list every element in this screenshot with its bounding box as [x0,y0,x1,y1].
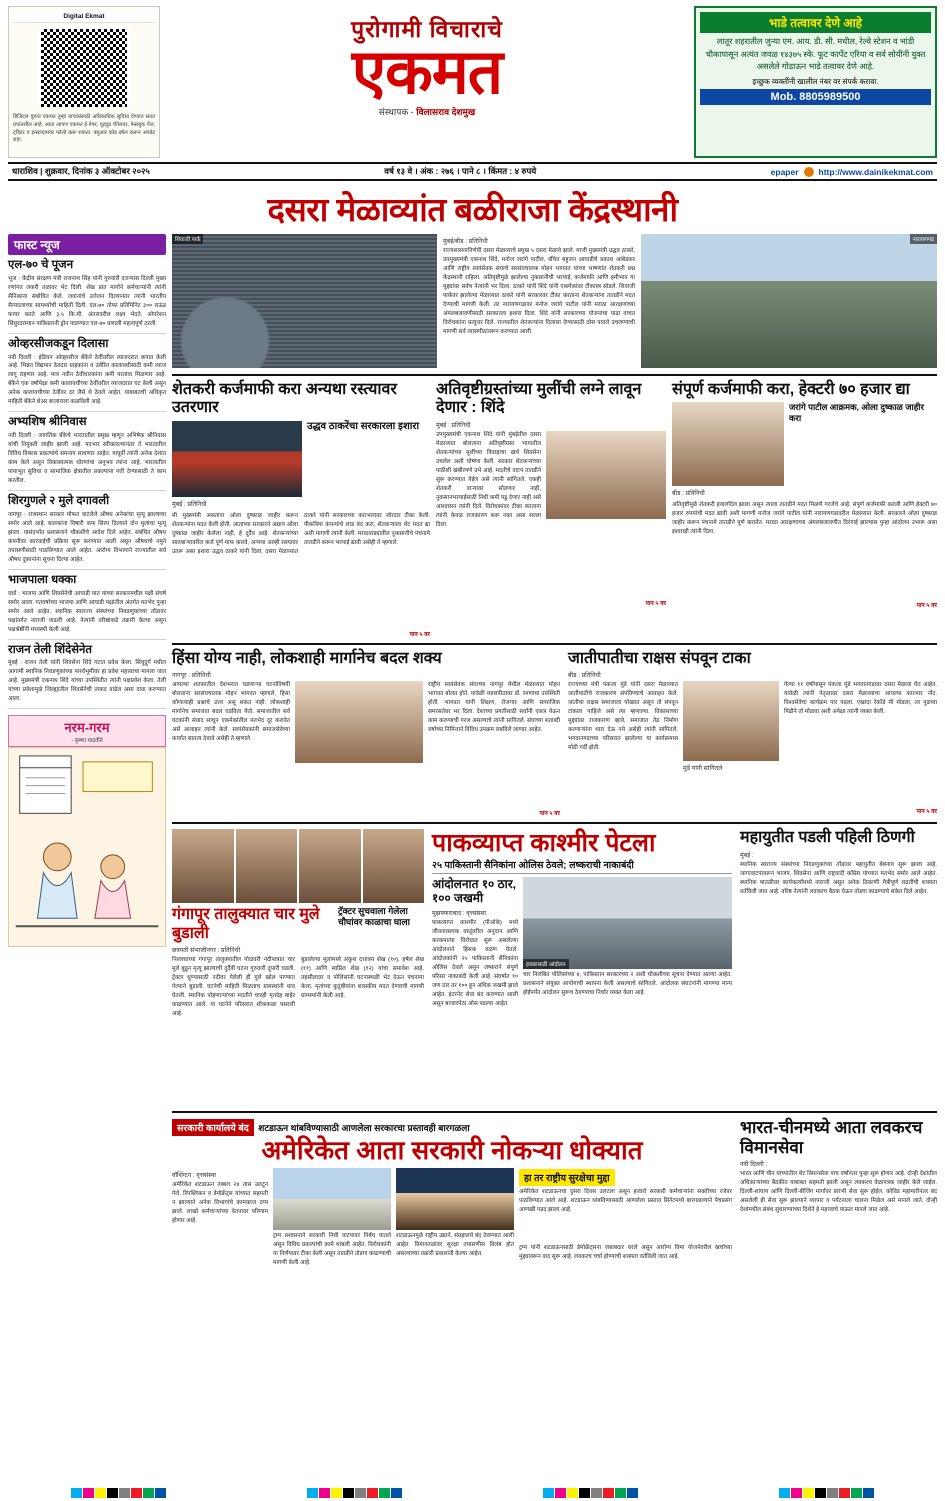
edition-date: धाराशिव | शुक्रवार, दिनांक ३ ऑक्टोबर २०२५ [12,166,150,176]
fastnews-text: नागपूर : राजस्थान सरकार मोफत वाटलेले औषध अनेकांचा मृत्यू झाल्याचा समोर आले आहे. बालकांना विषारी कफ सिरप दिल्याने दोन मुलांचा मृत्यू झाला. यासंदर्भात प्रशासनाने चौकशीचे आदेश दिले आहेत. संबंधित औषध कंपनीवर कारवाईची प्रक्रिया सुरू करण्यात आली असून औषधाचे नमुने तपासणीसाठी पाठविण्यात आले आहेत. आरोग्य विभागाने राज्यातील सर्व औषध दुकानांना सूचना दिल्या आहेत. [8,511,166,563]
story-kicker: उद्धव ठाकरेंचा सरकारला इशारा [307,420,420,432]
founder-label: संस्थापक - [378,106,414,117]
lead-paragraph: राज्यशासनानिर्णयी दसरा मेळाव्याचे प्रमुख ५ दसरा मेळावे झाले. माजी मुख्यमंत्री उद्धव ठाकरे, उपमुख्यमंत्री एकनाथ शिंदे, मनोज जरांगे पाटील, वंचित बहुजन आघाडीचे प्रकाश आंबेडकर आणि राष्ट्रीय स्वयंसेवक संघाचे सरसंघचालक मोहन भागवत यांच्या भाषणांत शेतकरी प्रश्न केंद्रस्थानी राहिला. अतिवृष्टीमुळे झालेल्या नुकसानीची भरपाई, कर्जमाफी आणि हमीभाव या मुद्द्यांवर सर्वच नेत्यांनी भर दिला. ठाकरे यांनी शिंदे यांनी एकमेकांवर टीकास्त्र सोडले. शिवाजी पार्कवर झालेल्या मेळाव्यात ठाकरे यांनी सरकारवर टीका करताना शेतकऱ्यांना तातडीने मदत देण्याची मागणी केली. तर नारायणगडावर मनोज जरांगे पाटील यांनी मराठा आरक्षणाच्या अंमलबजावणीसाठी सरकारला इशारा दिला. शिंदे यांनी सरकारच्या योजनांचा पाढा वाचत विरोधकांना प्रत्युत्तर दिले. राज्यातील शेतकऱ्यांना दिलासा देण्यासाठी ठोस पावले उचलण्याची मागणी सर्व व्यासपीठांवरून करण्यात आली. [443,248,635,335]
main-content [172,234,937,1338]
founder-line [166,105,688,118]
story-text-col-2: ट्रम्प प्रशासनाने सरकारी निधी वाटपावर निर्बंध घातले असून विविध प्रकल्पांची कामे थांबली आहेत. विरोधकांनी या निर्णयावर टीका केली असून तातडीने तोडगा काढण्याची मागणी केली आहे. [273,1232,391,1266]
story-kicker: जरांगे पाटील आक्रमक, ओला दुष्काळ जाहीर करा [789,402,924,424]
fastnews-text: नवी दिल्ली : इंडियन ओव्हरसीज बँकेने ठेवींवरील व्याजदरात कपात केली आहे. भिन्नत विद्यमान ठेवदार ग्राहकांना व उर्वरित कालावधीसाठी कमी व्याज लागू राहणार आहे. मात्र नवीन ठेवीधारकांना कमी परतावा मिळणार आहे. बँकेने एक वर्षापेक्षा कमी कालावधीच्या ठेवींवरील व्याजदरात घट केली असून अनेक कालावधीच्या ठेवींवर दर जैसे थे ठेवले आहेत. याबाबतची अधिकृत माहिती बँकेने शेअर बाजाराला कळविली आहे. [8,354,166,406]
story-text: राज्याच्या मंत्री पंकजा मुंडे यांनी दसरा मेळाव्यात जातीपातीचे राजकारण संपविण्याचे आवाहन केले. जातीचा राक्षस समाजाला पोखरत असून तो संपवून टाकला पाहिजे असे त्या म्हणाल्या. विकासाच्या मुद्द्यांवर राजकारण व्हावे, समाजात तेढ निर्माण करणाऱ्यांना थारा देऊ नये असेही त्यांनी सांगितले. भगवानगडाच्या परिसरात झालेल्या या कार्यक्रमास मोठी गर्दी होती. [568,682,678,752]
story-headline: जातीपातीचा राक्षस संपवून टाका [568,649,751,667]
lead-photo [172,234,437,368]
divider [172,822,937,824]
photo-byline: मुंडे यांनी सांगितले [683,765,723,773]
photo-caption: हक्कासाठी आंदोलन [523,959,569,969]
masthead [8,6,937,158]
byline: मुंबई : [740,851,754,859]
cartoon-image [8,747,166,947]
title-block [166,6,688,158]
tag-row [172,1118,732,1136]
story-kashmir [432,829,732,1106]
story-headline: भारत-चीनमध्ये आता लवकरच विमानसेवा [740,1117,923,1157]
body-layout [8,234,937,1338]
story-headline: हिंसा योग्य नाही, लोकशाही मार्गानेच बदल शक्य [172,649,442,667]
story-shinde [436,381,666,638]
page-title: एकमत [351,38,503,107]
story-headline: पाकव्याप्त काश्मीर पेटला [432,829,656,858]
byline: वॉशिंग्टन : वृत्तसंस्था [172,1171,217,1179]
story-photo [672,402,784,486]
story-text-2: बुडालेल्या मुलांमध्ये अंकुश दत्तात्रय शेख (१०), हर्षल शेख (११) आणि स्वप्निल शेख (१२) यांचा समावेश आहे. तहसीलदार व पोलिसांनी घटनास्थळी भेट देऊन पंचनामा केला. मृतांच्या कुटुंबीयांना शासकीय मदत देण्याची मागणी ग्रामस्थांनी केली आहे. [301,956,424,999]
story-photo [546,431,666,519]
story-india-china [740,1118,937,1338]
story-text: उपमुख्यमंत्री एकनाथ शिंदे यांनी मुंबईतील दसरा मेळाव्यात बोलताना अतिवृष्टीग्रस्त भागातील शेतकऱ्यांच्या मुलींच्या विवाहाचा खर्च शिवसेना उचलेल अशी घोषणा केली. सरकार शेतकऱ्यांच्या पाठीशी खंबीरपणे उभे आहे, मदतीचे वाटप तातडीने सुरू करण्यात येईल असे त्यांनी सांगितले. एकही शेतकरी वाऱ्यावर सोडणार नाही, नुकसानभरपाईसाठी निधी कमी पडू देणार नाही असे आश्वासन त्यांनी दिले. विरोधकांवर टीका करताना त्यांनी केवळ राजकारण करू नका असा सल्ला दिला. [436,431,541,528]
right-photo-wrap [641,234,937,369]
continuation-link[interactable]: पान ५ वर [539,811,560,818]
qr-note: डिजिटल युगात एकमत तुम्हा वाचकांसाठी अधिकाधिक सुविधा देण्यात सतत प्रयत्नशील आहे. आता आपण एकमत ई-पेपर, यूट्यूब चॅनेलवर, फेसबुक पेज, ट्विटर व इन्स्टाग्रामवर फॉलो करू शकता. क्यूआर कोड स्कॅन करून अपडेट राहा. [13,114,155,144]
globe-icon [804,167,814,177]
story-headline: शेतकरी कर्जमाफी करा अन्यथा रस्त्यावर उतरणार [172,381,397,417]
story-row-1 [172,381,937,638]
story-row-2 [172,650,937,817]
story-text: आपल्या शतकातील देशभरात घडणाऱ्या घटनांविषयी बोलताना सरसंघचालक मोहन भागवत म्हणाले, हिंसा कोणत्याही प्रश्नाचे उत्तर असू शकत नाही. लोकशाही मार्गानेच समाजात बदल घडविता येतो. समाजातील सर्व घटकांनी संवाद साधून एकमेकांतील मतभेद दूर करावेत असे आवाहन त्यांनी केले. स्वयंसेवकांनी समाजसेवेच्या कार्यात सातत्य ठेवावे असेही ते म्हणाले. [172,682,290,743]
victim-photo [363,829,425,903]
byline: मुंबई : प्रतिनिधी [172,500,207,508]
founder-name: विलासराव देशमुख [416,106,476,117]
story-text-2: राष्ट्रीय स्वयंसेवक संघाच्या नागपूर येथील मेळाव्यात मोहन भागवत बोलत होते. यावेळी व्यासपीठावर डॉ. रमणाचा उपस्थिती होती. भागवत यांनी शिक्षण, रोजगार आणि सामाजिक समरसतेवर भर दिला. देशाच्या प्रगतीसाठी सर्वांनी एकत्र येऊन काम करण्याची गरज असल्याचे त्यांनी सांगितले. संघाच्या शताब्दी वर्षाच्या निमित्ताने विविध उपक्रम राबविले जाणार आहेत. [428,682,560,734]
qr-label: Digital Ekmat [13,11,155,23]
continuation-link[interactable]: पान ५ वर [645,600,666,607]
divider [172,1111,937,1113]
victim-photo [299,829,361,903]
story-photo [683,681,779,761]
epaper-label[interactable]: epaper [770,166,799,177]
victim-photo [236,829,298,903]
cartoon-header [8,715,166,747]
swatch-group [779,1488,874,1498]
story-text-2: चार निलंबित पोलिसांच्या ४, पाकिस्तान सरकारच्या २ अशी चौकशीच्या सूचना देण्यात आल्या आहेत. प्रशासनाने संयुक्त आयोगाची स्थापना केली असल्याचे सांगितले. आंदोलक संघटनांनी मागण्या मान्य होईपर्यंत आंदोलन सुरूच ठेवण्याचा निर्धार व्यक्त केला आहे. [523,971,732,996]
story-headline: अतिवृष्टीग्रस्तांच्या मुलींची लग्ने लावून देणार : शिंदे [436,381,642,417]
byline: बीड : प्रतिनिधी [568,672,601,680]
story-text-col-1: अमेरिकेत शटडाऊन तब्बल २४ तास उलटून गेले. रिपब्लिकन व डेमोक्रॅट्स यांच्यात सहमती न झाल्याने अनेक विभागांचे कामकाज ठप्प झाले. लाखो कर्मचाऱ्यांच्या वेतनावर परिणाम होणार आहे. [172,1181,268,1224]
story-text: पाकव्याप्त काश्मीर (पीओके) मध्ये जीवनावश्यक वस्तूंवरील अनुदान आणि करकपात्या विरोधात सुरू असलेल्या आंदोलनाने हिंसक वळण घेतले. आंदोलकांनी २५ पाकिस्तानी सैनिकांना ओलिस ठेवले असून लष्कराने संपूर्ण परिसर नाकाबंदी केली आहे. संघर्षात १० जण ठार तर १०० हून अधिक जखमी झाले आहेत. इंटरनेट सेवा बंद करण्यात आली असून बाजारपेठा ओस पडल्या आहेत. [432,919,518,1007]
story-headline: महायुतीत पडली पहिली ठिणगी [740,829,915,847]
story-text: अतिवृष्टीमुळे शेतकरी हवालदिल झाला असून त्याला तातडीने मदत मिळणे गरजेचे आहे. संपूर्ण कर्जमाफी करावी आणि हेक्टरी ७० हजार रुपयांची मदत द्यावी अशी मागणी मनोज जरांगे पाटील यांनी नारायणगडावरील मेळाव्यात केली. सरकारने ओला दुष्काळ जाहीर करून पंचनामे तातडीने पूर्ण करावेत. मराठा आरक्षणाच्या अंमलबजावणीत दिरंगाई झाल्यास पुन्हा आंदोलन उभारू असा इशाराही त्यांनी दिला. [672,502,937,536]
highlight-badge: हा तर राष्ट्रीय सुरक्षेचा मुद्दा [519,1169,615,1186]
story-row-3 [172,829,937,1106]
story-text: निल्लधाच्या गंगापूर तालुक्यातील गोदावरी नदीपात्रात चार मुले बुडून मृत्यू झाल्याची दुर्दैवी घटना गुरुवारी दुपारी घडली. ट्रॅक्टर धुण्यासाठी नदीवर गेलेली ही मुले खोल पाण्यात गेल्याने बुडाली. घटनेची माहिती मिळताच ग्रामस्थांनी धाव घेतली. स्थानिक पोहणाऱ्यांच्या मदतीने चारही मृतदेह बाहेर काढण्यात आले. या घटनेने परिसरात शोककळा पसरली आहे. [172,956,295,1017]
fastnews-text: नवी दिल्ली : जागतिक बँकेचे भारतातील प्रमुख म्हणून अभिषेक श्रीनिवास यांची नियुक्ती जाहीर झाली आहे. पदभार स्वीकारल्यानंतर ते भारतातील विविध विकास प्रकल्पांचे समन्वय साधणार आहेत. यापूर्वी त्यांनी अनेक देशांत काम केले असून विकासात्मक धोरणांचा अनुभव त्यांना आहे. भारतातील पायाभूत सुविधा व सामाजिक क्षेत्रातील प्रकल्पांना गती देण्यासाठी ते काम करतील. [8,433,166,485]
fastnews-title: अभ्यशिष श्रीनिवास [8,416,87,429]
list-item[interactable] [8,412,166,491]
right-photo [641,234,937,368]
continuation-link[interactable]: पान ५ वर [409,631,430,638]
byline: छत्रपती संभाजीनगर : प्रतिनिधी [172,946,241,954]
fastnews-header: फास्ट न्यूज [8,234,166,255]
list-item[interactable] [8,255,166,334]
fastnews-title: ओव्हरसीजकडून दिलासा [8,337,109,350]
byline: नागपूर : प्रतिनिधी [172,672,211,680]
swatch-group [543,1488,638,1498]
epaper-link-group[interactable] [771,167,933,177]
print-registration-colorbar [0,1485,945,1501]
main-headline: दसरा मेळाव्यांत बळीराजा केंद्रस्थानी [267,191,678,228]
story-text: भारत आणि चीन यांच्यातील थेट विमानसेवा पाच वर्षांनंतर पुन्हा सुरू होणार आहे. दोन्ही देशांतील अधिकाऱ्यांच्या बैठकीत याबाबत सहमती झाली असून लवकरच वेळापत्रक जाहीर केले जाईल. दिल्ली-शांघाय आणि दिल्ली-बीजिंग मार्गांवर प्रारंभी सेवा सुरू होईल. कोविड महामारीनंतर बंद असलेली ही सेवा सुरू झाल्याने व्यापार व पर्यटनाला चालना मिळेल असे मानले जाते. दोन्ही देशांमधील संबंध सुधारण्याच्या दिशेने हे महत्त्वाचे पाऊल मानले जात आहे. [740,1171,937,1213]
story-headline: अमेरिकेत आता सरकारी नोकऱ्या धोक्यात [261,1134,643,1165]
story-bhagwat [172,650,560,817]
story-text-col-3: शटडाऊनमुळे राष्ट्रीय उद्याने, संग्रहालये बंद ठेवण्यात आली आहेत. विमानतळांवर सुरक्षा तपासणीस विलंब होत असल्याच्या तक्रारी प्रवाशांनी केल्या आहेत. [396,1232,514,1257]
byline: नवी दिल्ली : [740,1161,768,1169]
story-photo [295,681,423,763]
story-kicker: ट्रॅक्टर सुचवाला गेलेला चौघांवर काळाचा घाला [338,906,410,927]
tagline: पुरोगामी विचाराचे [351,16,503,42]
tag-rest: शटडाऊन थांबविण्यासाठी आणलेला सरकारचा प्रस्तावही बारगळला [258,1122,470,1133]
story-headline: संपूर्ण कर्जमाफी करा, हेक्टरी ७० हजार द्या [672,381,910,398]
website-url[interactable]: http://www.dainikekmat.com [818,166,933,177]
divider [172,643,937,645]
issue-meta: वर्ष १३ वे । अंक : २७६ । पाने ८ । किंमत : ४ रुपये [384,166,537,176]
lead-text-col [443,234,635,369]
byline: बीड : प्रतिनिधी [672,490,705,498]
continuation-link[interactable]: पान ५ वर [916,809,937,816]
continuation-link[interactable]: पान ५ वर [916,603,937,610]
capitol-photo [273,1168,391,1230]
story-lead: अमेरिकेत शटडाऊनचा दुसरा दिवस उलटला असून हजारो सरकारी कर्मचाऱ्यांना सक्तीच्या रजेवर पाठविण्यात आले आहे. शटडाऊन थांबविण्यासाठी आणलेला प्रस्ताव सिनेटमध्ये बारगळल्याने पेचप्रसंग आणखी गडद झाला आहे. [519,1188,732,1213]
fastnews-text: भूज : केंद्रीय संरक्षण मंत्री राजनाथ सिंह यांनी गुरुवारी दत्तन्यास दिल्ली मुख्य रणांगत लकरी तळावर भेट दिली. शेख प्रात मार्गाने कर्मचाऱ्यांनी त्यांनी सैनिकांना संबोधित केले. जवानांचे उत्तेजन दिल्यानंतर त्यांनी भारतीय सैन्यदलाच्या सामर्थ्याची माहिती दिली. एल-७० तोफा प्रतिमिनिट ३०० राऊंड फायर करते आणि ३.५ कि.मी. अंतरावरील लक्ष्य भेदते. ओपरेशन सिंधुरदरम्यान पाकिस्तानी ड्रोन पाडण्यात एल-७० प्रणाली महत्त्वपूर्ण ठरली. [8,275,166,327]
qr-panel [8,6,160,158]
story-farmer-loan [172,381,430,638]
fastnews-title: राजन तेली शिंदेसेनेत [8,643,92,656]
lead-row [172,234,937,369]
list-item[interactable] [8,570,166,640]
story-gangapur [172,829,424,1106]
story-headline: गंगापूर तालुक्यात चार मुले बुडाली [172,906,320,942]
divider [172,374,937,376]
story-jarange [672,381,937,638]
story-text-2: गेल्या ११ वर्षांपासून पंकजा मुंडे भगवानगडावर दसरा मेळावा घेत आहेत. यावेळी त्यांनी नेतृत्वावर दसरा मेळाव्याचा आपल्या कारभार नोंद. विश्वसेवेचा कार्यक्रम पार पडला. एखादा रेकॉर्ड मी मोडला, तर पुढच्या पिढीने तो मोडावा अशी अपेक्षा त्यांनी व्यक्त केली. [784,682,937,716]
status-badge: सरकारी कार्यालये बंद [172,1119,254,1136]
story-subhead-2: आंदोलनात १० ठार, १०० जखमी [432,876,516,906]
fastnews-title: एल-७० चे पूजन [8,259,74,271]
list-item[interactable] [8,640,166,710]
swatch-group [307,1488,402,1498]
ad-headline: भाडे तत्वावर देणे आहे [700,12,931,33]
fastnews-title: शिरगुणले २ मुले दगावली [8,495,110,508]
byline: मुंबई/बीड : प्रतिनिधी [443,238,488,245]
advertisement-box[interactable] [694,6,937,158]
photo-caption: शिवाजी पार्क [172,234,203,244]
list-item[interactable] [8,334,166,413]
story-subhead: २५ पाकिस्तानी सैनिकांना ओलिस ठेवले; लष्कराची नाकाबंदी [432,858,732,874]
left-column [8,234,166,1338]
cartoon-artist: - कृष्णा यादवीने [71,738,103,745]
list-item[interactable] [8,491,166,570]
ad-subtext: इच्छुक व्यक्तींनी खालील नंबर वर संपर्क करावा. [752,77,879,87]
victim-photo [172,829,234,903]
story-text-col-4: ट्रम्प यांनी शटडाऊनसाठी डेमोक्रॅट्सना जबाबदार धरले असून आरोग्य विमा योजनेवरील खर्चाच्या मुद्द्यावरून वाद सुरू आहे. लवकरच चर्चा होण्याची शक्यता वर्तविली जात आहे. [519,1244,732,1260]
fastnews-title: भाजपाला धक्का [8,573,77,586]
story-text: स्थानिक स्वराज्य संस्थांच्या निवडणुकांच्या तोंडावर महायुतीत बेबनाव सुरू झाला आहे. जागावाटपावरून भाजप, शिवसेना आणि राष्ट्रवादी काँग्रेस यांच्यात मतभेद समोर आले आहेत. स्थानिक पातळीवर कार्यकर्त्यांमध्ये नाराजी असून अनेक ठिकाणी मैत्रीपूर्ण लढतींची शक्यता वर्तविली जात आहे. वरिष्ठ नेत्यांनी लवकरच बैठक घेऊन तोडगा काढण्याचे संकेत दिले आहेत. [740,861,937,895]
story-mahayuti [740,829,937,1106]
story-usa-shutdown [172,1118,732,1338]
fastnews-text: मुंबई : राजन तेली यांनी शिवसेना शिंदे गटात प्रवेश केला. सिंधुदुर्ग मधील आगामी स्थानिक निवडणुकांच्या पार्श्वभूमीवर हा प्रवेश महत्त्वाचा मानला जात आहे. मुख्यमंत्री एकनाथ शिंदे यांच्या उपस्थितीत त्यांनी पक्षप्रवेश केला. तेली यांच्या प्रवेशामुळे जिल्ह्यातील शिवसेनेची ताकद वाढेल असा दावा करण्यात आला. [8,660,166,703]
story-text: मी मुख्यमंत्री असताना ओला दुष्काळ जाहीर करून शेतकऱ्यांना मदत केली होती. आताच्या सरकारने अद्याप ओला दुष्काळ जाहीर केलेला नाही, हे दुर्दैव आहे. शेतकऱ्यांच्या सातबाऱ्यावरील कर्ज पूर्ण माफ करावे, अन्यथा आम्ही रस्त्यावर उतरू असा इशारा उद्धव ठाकरे यांनी दिला. दसरा मेळाव्यात ठाकरे यांनी सरकारच्या कारभारावर जोरदार टीका केली. पीकविमा कंपन्यांचे लाड बंद करा, शेतकऱ्याला थेट मदत द्या अशी मागणी त्यांनी केली. मराठवाड्यातील नुकसानीचे पंचनामे तातडीने करून भरपाई द्यावी असेही ते म्हणाले. [172,512,430,555]
story-photo [172,421,302,497]
swatch-group [71,1488,166,1498]
lead-photo-wrap [172,234,437,369]
story-row-4 [172,1118,937,1338]
photo-caption: नारायणगड [910,234,937,244]
ad-body: लातूर शहरातील जुन्या एम. आय. डी. सी. मधील, रेल्वे स्टेशन व भांडी चौकापासून अत्यंत जवळ १४३७५ स्के. फूट कार्पेट एरिया व सर्व सोयींनी युक्त असलेले गोडाऊन भाडे तत्वावर देणे आहे. [705,37,926,72]
trump-photo [396,1168,514,1230]
byline: मुझफ्फराबाद : वृत्तसंस्था [432,909,487,917]
cartoon-title: नरम-गरम [64,720,110,736]
cartoon-illustration-icon [9,748,165,946]
fastnews-text: वर्धा : भाजपा आणि शिवसेनेची आघाडी यात यांच्या सरकारमधील पक्षी संघर्ष समोर आला. गतवर्षाच्या भाजपा आणि आघाडी पक्षांतील अंतर्गत मतभेद पुन्हा समोर आले आहेत. स्थानिक स्वराज्य संस्थांच्या निवडणुकांच्या तोंडावर पक्षांतर्गत नाराजी वाढली आहे. नेत्यांनी वरिष्ठांकडे तक्रारी केल्या असून पक्षश्रेष्ठींनी मध्यस्थी केली आहे. [8,590,166,633]
victim-photos [172,829,424,903]
byline: मुंबई : प्रतिनिधी [436,421,471,429]
ad-mobile-number[interactable]: Mob. 8805989500 [700,89,931,105]
qr-code-icon[interactable] [38,26,130,110]
story-photo [523,877,732,969]
issue-info-strip [8,162,937,181]
story-pankaja [568,650,937,817]
